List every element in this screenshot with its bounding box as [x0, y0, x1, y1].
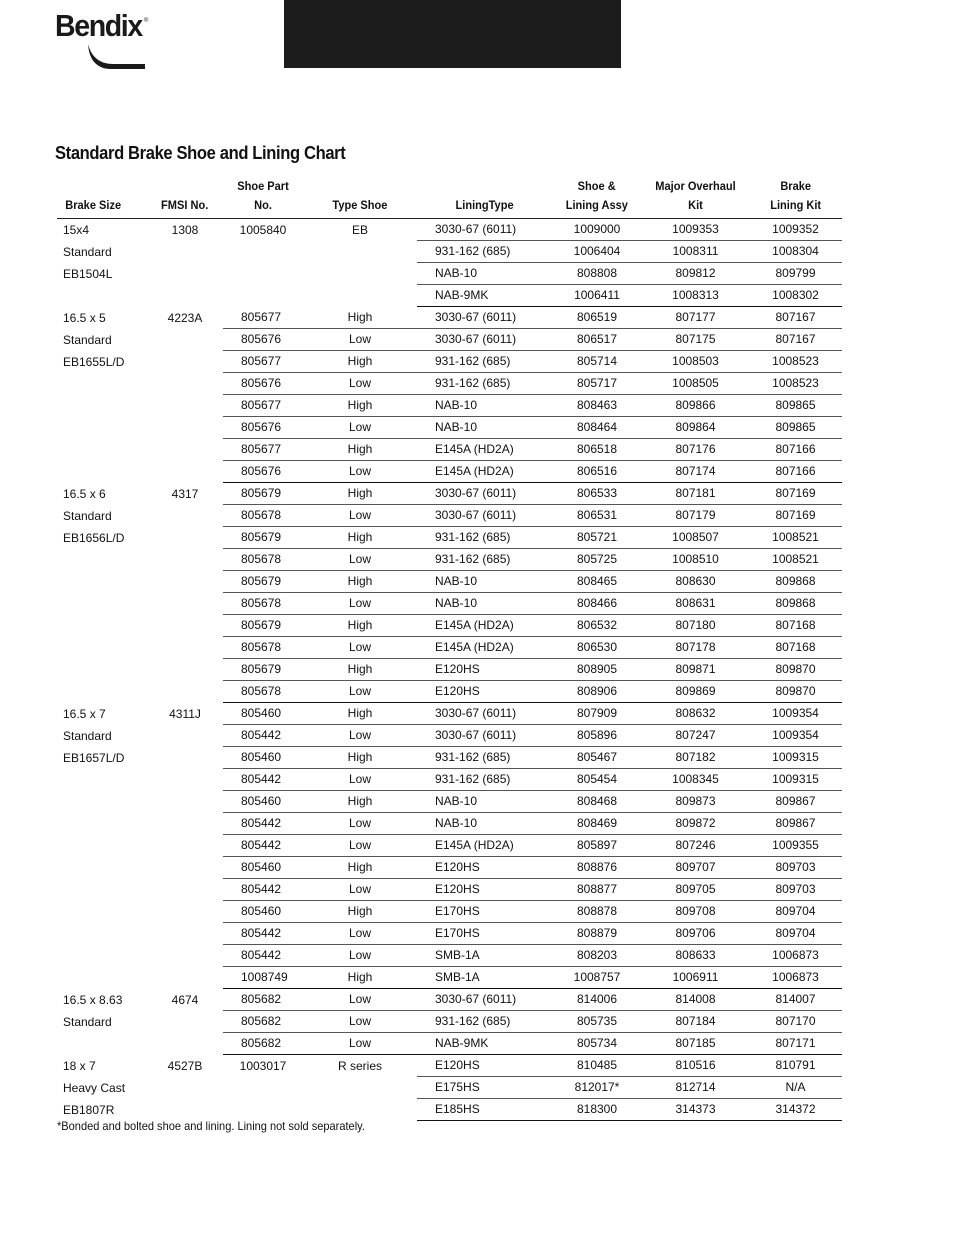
table-row [57, 483, 842, 505]
cell-lining-kit: N/A [749, 1077, 842, 1099]
header-bar [284, 0, 621, 68]
cell-type-shoe: Low [303, 329, 417, 351]
cell-lining-kit: 1009354 [749, 725, 842, 747]
cell-shoe-part: 805679 [223, 571, 303, 593]
cell-overhaul-kit: 1008503 [642, 351, 749, 373]
cell-lining-kit: 809704 [749, 901, 842, 923]
cell-type-shoe: High [303, 483, 417, 505]
cell-lining-type: E120HS [417, 879, 552, 901]
brake-size-line: 16.5 x 5 [63, 310, 106, 325]
cell-lining-type: E145A (HD2A) [417, 637, 552, 659]
cell-type-shoe: EB [351, 223, 368, 237]
swoosh-icon [85, 42, 149, 72]
cell-lining-kit: 1008523 [749, 373, 842, 395]
brake-size-line: 18 x 7 [63, 1058, 96, 1073]
cell-shoe-part: 805677 [223, 307, 303, 329]
cell-type-shoe: High [303, 439, 417, 461]
cell-type-shoe: High [303, 527, 417, 549]
cell-lining-kit: 807166 [749, 461, 842, 483]
cell-lining-kit: 807167 [749, 307, 842, 329]
cell-brake-size [57, 483, 147, 703]
brake-size-line: Standard [63, 245, 112, 259]
cell-type-shoe: High [303, 967, 417, 989]
cell-type-shoe: Low [303, 945, 417, 967]
cell-shoe-part: 805678 [223, 549, 303, 571]
cell-brake-size [57, 1055, 147, 1121]
cell-shoe-part: 805442 [223, 813, 303, 835]
cell-lining-kit: 809867 [749, 813, 842, 835]
cell-shoe-lining-assy: 808879 [552, 923, 642, 945]
cell-type-shoe: Low [303, 637, 417, 659]
cell-shoe-part: 805442 [223, 945, 303, 967]
cell-shoe-lining-assy: 806517 [552, 329, 642, 351]
cell-overhaul-kit: 1008345 [642, 769, 749, 791]
cell-lining-kit: 314372 [749, 1099, 842, 1121]
cell-lining-kit: 809870 [749, 659, 842, 681]
cell-fmsi: 4223A [167, 310, 203, 325]
cell-lining-type: NAB-9MK [417, 1033, 552, 1055]
cell-lining-kit: 807168 [749, 615, 842, 637]
brake-size-line: Standard [63, 332, 112, 347]
cell-type-shoe: High [303, 857, 417, 879]
bendix-logo [55, 8, 155, 72]
cell-shoe-lining-assy: 1008757 [552, 967, 642, 989]
cell-shoe-lining-assy: 808468 [552, 791, 642, 813]
cell-lining-type: NAB-10 [417, 417, 552, 439]
cell-lining-kit: 809870 [749, 681, 842, 703]
cell-type-shoe: High [303, 703, 417, 725]
cell-type-shoe: Low [303, 1033, 417, 1055]
col-header-shoe-lining-assy: Shoe & Lining Assy [552, 177, 642, 219]
cell-lining-kit: 809867 [749, 791, 842, 813]
cell-lining-type: NAB-10 [417, 813, 552, 835]
cell-type-shoe: High [303, 615, 417, 637]
brake-size-line: Standard [63, 508, 112, 523]
cell-shoe-lining-assy: 808464 [552, 417, 642, 439]
cell-shoe-lining-assy: 806531 [552, 505, 642, 527]
cell-lining-kit: 807167 [749, 329, 842, 351]
cell-lining-kit: 809704 [749, 923, 842, 945]
cell-shoe-part: 805676 [223, 461, 303, 483]
cell-lining-type: SMB-1A [417, 945, 552, 967]
cell-shoe-lining-assy: 808905 [552, 659, 642, 681]
table-body [57, 219, 842, 1121]
registered-mark: ® [144, 18, 149, 24]
cell-overhaul-kit: 807180 [642, 615, 749, 637]
cell-lining-type: 931-162 (685) [417, 769, 552, 791]
cell-lining-kit: 1006873 [749, 945, 842, 967]
cell-lining-kit: 1009315 [749, 747, 842, 769]
col-header-type-shoe: Type Shoe [303, 177, 417, 219]
cell-overhaul-kit: 809872 [642, 813, 749, 835]
cell-lining-type: 3030-67 (6011) [417, 505, 552, 527]
cell-type-shoe: Low [303, 681, 417, 703]
brake-size-line: 16.5 x 7 [63, 706, 106, 721]
cell-shoe-lining-assy: 806533 [552, 483, 642, 505]
cell-shoe-lining-assy: 805454 [552, 769, 642, 791]
cell-shoe-lining-assy: 806519 [552, 307, 642, 329]
cell-overhaul-kit: 1008510 [642, 549, 749, 571]
cell-overhaul-kit: 807184 [642, 1011, 749, 1033]
cell-shoe-lining-assy: 805725 [552, 549, 642, 571]
cell-brake-size [57, 307, 147, 483]
cell-lining-type: E120HS [417, 1055, 552, 1077]
brand-name: Bendix [55, 8, 142, 43]
table-row [57, 989, 842, 1011]
cell-type-shoe: Low [303, 593, 417, 615]
table-row [57, 703, 842, 725]
cell-lining-kit: 1006873 [749, 967, 842, 989]
cell-shoe-lining-assy: 808203 [552, 945, 642, 967]
cell-shoe-part: 805676 [223, 417, 303, 439]
cell-lining-kit: 809703 [749, 857, 842, 879]
cell-lining-type: 3030-67 (6011) [417, 483, 552, 505]
cell-type-shoe: High [303, 659, 417, 681]
cell-lining-kit: 1008521 [749, 549, 842, 571]
cell-lining-type: E175HS [417, 1077, 552, 1099]
cell-lining-type: E170HS [417, 901, 552, 923]
cell-lining-type: E145A (HD2A) [417, 439, 552, 461]
cell-fmsi: 4527B [167, 1058, 203, 1073]
cell-lining-type: NAB-10 [417, 263, 552, 285]
cell-overhaul-kit: 807177 [642, 307, 749, 329]
cell-lining-type: 931-162 (685) [417, 351, 552, 373]
cell-shoe-part: 805682 [223, 1011, 303, 1033]
cell-lining-type: 931-162 (685) [417, 241, 552, 263]
cell-shoe-lining-assy: 805721 [552, 527, 642, 549]
cell-overhaul-kit: 808632 [642, 703, 749, 725]
cell-shoe-lining-assy: 805897 [552, 835, 642, 857]
cell-overhaul-kit: 808633 [642, 945, 749, 967]
cell-overhaul-kit: 1008311 [642, 241, 749, 263]
cell-lining-type: 931-162 (685) [417, 1011, 552, 1033]
cell-overhaul-kit: 1006911 [642, 967, 749, 989]
cell-shoe-lining-assy: 808878 [552, 901, 642, 923]
col-header-shoe-part: Shoe Part No. [223, 177, 303, 219]
cell-overhaul-kit: 1008507 [642, 527, 749, 549]
cell-overhaul-kit: 808631 [642, 593, 749, 615]
cell-lining-kit: 809868 [749, 571, 842, 593]
cell-shoe-lining-assy: 808466 [552, 593, 642, 615]
brake-size-line: 16.5 x 8.63 [63, 992, 123, 1007]
cell-shoe-part: 805442 [223, 725, 303, 747]
cell-lining-type: 931-162 (685) [417, 747, 552, 769]
cell-shoe-lining-assy: 1006404 [552, 241, 642, 263]
cell-lining-type: NAB-10 [417, 571, 552, 593]
cell-overhaul-kit: 809873 [642, 791, 749, 813]
brake-size-line: 15x4 [63, 223, 90, 237]
cell-shoe-part: 805678 [223, 637, 303, 659]
cell-lining-type: NAB-10 [417, 395, 552, 417]
cell-shoe-part: 805460 [223, 703, 303, 725]
cell-overhaul-kit: 809866 [642, 395, 749, 417]
page-title: Standard Brake Shoe and Lining Chart [55, 143, 346, 163]
cell-brake-size [57, 989, 147, 1055]
cell-shoe-lining-assy: 808808 [552, 263, 642, 285]
cell-shoe-part: 805460 [223, 857, 303, 879]
cell-shoe-part: 805442 [223, 835, 303, 857]
cell-shoe-part: 805676 [223, 373, 303, 395]
cell-type-shoe: Low [303, 813, 417, 835]
cell-overhaul-kit: 809706 [642, 923, 749, 945]
cell-overhaul-kit: 807247 [642, 725, 749, 747]
cell-shoe-part: 805682 [223, 989, 303, 1011]
cell-overhaul-kit: 807179 [642, 505, 749, 527]
cell-shoe-lining-assy: 805734 [552, 1033, 642, 1055]
cell-shoe-lining-assy: 1006411 [552, 285, 642, 307]
cell-overhaul-kit: 809707 [642, 857, 749, 879]
cell-shoe-lining-assy: 806530 [552, 637, 642, 659]
brake-size-line: EB1655L/D [63, 354, 125, 369]
cell-type-shoe: Low [303, 879, 417, 901]
cell-shoe-part: 805679 [223, 659, 303, 681]
cell-overhaul-kit: 809864 [642, 417, 749, 439]
cell-shoe-lining-assy: 805714 [552, 351, 642, 373]
cell-lining-kit: 810791 [749, 1055, 842, 1077]
cell-shoe-part: 1008749 [223, 967, 303, 989]
cell-shoe-lining-assy: 818300 [552, 1099, 642, 1121]
cell-shoe-lining-assy: 812017* [552, 1077, 642, 1099]
cell-shoe-part: 805682 [223, 1033, 303, 1055]
cell-lining-kit: 1008304 [749, 241, 842, 263]
cell-lining-type: 931-162 (685) [417, 549, 552, 571]
brake-size-line: EB1656L/D [63, 530, 125, 545]
cell-lining-kit: 1009355 [749, 835, 842, 857]
cell-overhaul-kit: 1008313 [642, 285, 749, 307]
cell-overhaul-kit: 814008 [642, 989, 749, 1011]
cell-type-shoe: High [303, 747, 417, 769]
brake-size-line: 16.5 x 6 [63, 486, 106, 501]
cell-shoe-lining-assy: 808463 [552, 395, 642, 417]
cell-overhaul-kit: 810516 [642, 1055, 749, 1077]
cell-lining-type: E120HS [417, 659, 552, 681]
cell-lining-kit: 1009354 [749, 703, 842, 725]
brake-size-line: Heavy Cast [63, 1080, 126, 1095]
brake-chart-table [57, 177, 842, 1121]
cell-overhaul-kit: 314373 [642, 1099, 749, 1121]
cell-lining-kit: 809865 [749, 395, 842, 417]
cell-overhaul-kit: 807178 [642, 637, 749, 659]
cell-lining-kit: 807169 [749, 483, 842, 505]
cell-overhaul-kit: 807182 [642, 747, 749, 769]
cell-overhaul-kit: 807176 [642, 439, 749, 461]
cell-shoe-lining-assy: 805717 [552, 373, 642, 395]
cell-type-shoe: Low [303, 505, 417, 527]
cell-fmsi: 4311J [169, 706, 201, 721]
cell-shoe-lining-assy: 808469 [552, 813, 642, 835]
cell-type-shoe: R series [337, 1059, 382, 1073]
cell-fmsi: 1308 [171, 223, 199, 237]
brake-size-line: Standard [63, 728, 112, 743]
table-header-row [57, 177, 842, 219]
table-row [57, 1055, 842, 1077]
cell-lining-type: 3030-67 (6011) [417, 329, 552, 351]
cell-lining-kit: 1008302 [749, 285, 842, 307]
cell-lining-type: NAB-10 [417, 593, 552, 615]
cell-shoe-lining-assy: 806516 [552, 461, 642, 483]
cell-lining-type: E145A (HD2A) [417, 835, 552, 857]
cell-fmsi: 4317 [171, 486, 199, 501]
cell-fmsi: 4674 [171, 992, 199, 1007]
cell-shoe-lining-assy: 805896 [552, 725, 642, 747]
col-header-lining-type: LiningType [417, 177, 552, 219]
cell-lining-kit: 807169 [749, 505, 842, 527]
col-header-brake-size: Brake Size [57, 177, 147, 219]
cell-lining-type: 3030-67 (6011) [417, 219, 552, 241]
col-header-lining-kit: Brake Lining Kit [749, 177, 842, 219]
cell-type-shoe: Low [303, 989, 417, 1011]
cell-overhaul-kit: 807246 [642, 835, 749, 857]
cell-overhaul-kit: 807181 [642, 483, 749, 505]
cell-shoe-lining-assy: 806518 [552, 439, 642, 461]
cell-shoe-part: 805460 [223, 791, 303, 813]
cell-type-shoe: High [303, 307, 417, 329]
cell-lining-kit: 809703 [749, 879, 842, 901]
cell-lining-type: NAB-9MK [417, 285, 552, 307]
brake-size-line: EB1504L [63, 267, 113, 281]
cell-lining-kit: 1008523 [749, 351, 842, 373]
brake-size-line: EB1807R [63, 1102, 115, 1117]
cell-lining-type: SMB-1A [417, 967, 552, 989]
cell-lining-type: NAB-10 [417, 791, 552, 813]
cell-overhaul-kit: 809812 [642, 263, 749, 285]
cell-type-shoe: High [303, 351, 417, 373]
cell-shoe-lining-assy: 806532 [552, 615, 642, 637]
cell-lining-kit: 814007 [749, 989, 842, 1011]
cell-shoe-part: 805442 [223, 769, 303, 791]
cell-shoe-part: 805679 [223, 483, 303, 505]
cell-lining-type: 3030-67 (6011) [417, 703, 552, 725]
cell-shoe-lining-assy: 1009000 [552, 219, 642, 241]
footnote: *Bonded and bolted shoe and lining. Lining not sold separately. [57, 1119, 365, 1133]
cell-shoe-part: 805678 [223, 593, 303, 615]
cell-lining-type: 3030-67 (6011) [417, 307, 552, 329]
cell-overhaul-kit: 1009353 [642, 219, 749, 241]
cell-type-shoe: Low [303, 417, 417, 439]
cell-overhaul-kit: 809708 [642, 901, 749, 923]
cell-lining-type: E185HS [417, 1099, 552, 1121]
cell-overhaul-kit: 807185 [642, 1033, 749, 1055]
cell-brake-size [57, 219, 147, 307]
cell-lining-kit: 807166 [749, 439, 842, 461]
cell-lining-kit: 807171 [749, 1033, 842, 1055]
cell-lining-type: 3030-67 (6011) [417, 725, 552, 747]
cell-lining-type: E145A (HD2A) [417, 615, 552, 637]
cell-brake-size [57, 703, 147, 989]
cell-shoe-lining-assy: 805735 [552, 1011, 642, 1033]
cell-type-shoe: Low [303, 373, 417, 395]
cell-lining-kit: 807168 [749, 637, 842, 659]
cell-overhaul-kit: 812714 [642, 1077, 749, 1099]
cell-lining-kit: 809799 [749, 263, 842, 285]
brake-size-line: Standard [63, 1014, 112, 1029]
cell-shoe-part: 805679 [223, 615, 303, 637]
cell-overhaul-kit: 807174 [642, 461, 749, 483]
cell-shoe-part: 805460 [223, 747, 303, 769]
cell-shoe-part: 1003017 [239, 1059, 287, 1073]
cell-shoe-lining-assy: 808906 [552, 681, 642, 703]
cell-shoe-lining-assy: 808877 [552, 879, 642, 901]
cell-shoe-part: 805677 [223, 395, 303, 417]
cell-type-shoe: High [303, 571, 417, 593]
cell-lining-type: E120HS [417, 857, 552, 879]
cell-lining-type: 931-162 (685) [417, 527, 552, 549]
cell-overhaul-kit: 809869 [642, 681, 749, 703]
cell-type-shoe: Low [303, 549, 417, 571]
cell-lining-type: 3030-67 (6011) [417, 989, 552, 1011]
col-header-overhaul-kit: Major Overhaul Kit [642, 177, 749, 219]
cell-shoe-lining-assy: 805467 [552, 747, 642, 769]
brake-size-line: EB1657L/D [63, 750, 125, 765]
cell-overhaul-kit: 807175 [642, 329, 749, 351]
cell-shoe-part: 805677 [223, 439, 303, 461]
col-header-fmsi: FMSI No. [147, 177, 223, 219]
cell-type-shoe: High [303, 395, 417, 417]
cell-shoe-part: 805678 [223, 505, 303, 527]
cell-shoe-part: 805677 [223, 351, 303, 373]
cell-type-shoe: Low [303, 725, 417, 747]
cell-shoe-part: 1005840 [239, 223, 287, 237]
cell-shoe-part: 805442 [223, 879, 303, 901]
cell-shoe-part: 805676 [223, 329, 303, 351]
cell-type-shoe: Low [303, 923, 417, 945]
cell-type-shoe: Low [303, 1011, 417, 1033]
cell-type-shoe: Low [303, 769, 417, 791]
cell-lining-kit: 809868 [749, 593, 842, 615]
cell-lining-kit: 809865 [749, 417, 842, 439]
cell-lining-kit: 807170 [749, 1011, 842, 1033]
cell-lining-type: E170HS [417, 923, 552, 945]
cell-lining-kit: 1009352 [749, 219, 842, 241]
cell-shoe-lining-assy: 814006 [552, 989, 642, 1011]
cell-shoe-part: 805678 [223, 681, 303, 703]
cell-type-shoe: Low [303, 835, 417, 857]
cell-overhaul-kit: 808630 [642, 571, 749, 593]
cell-shoe-lining-assy: 808465 [552, 571, 642, 593]
cell-shoe-part: 805442 [223, 923, 303, 945]
cell-lining-type: E145A (HD2A) [417, 461, 552, 483]
cell-shoe-lining-assy: 808876 [552, 857, 642, 879]
cell-lining-type: 931-162 (685) [417, 373, 552, 395]
cell-overhaul-kit: 809705 [642, 879, 749, 901]
cell-shoe-part: 805460 [223, 901, 303, 923]
cell-overhaul-kit: 809871 [642, 659, 749, 681]
cell-lining-kit: 1009315 [749, 769, 842, 791]
cell-lining-type: E120HS [417, 681, 552, 703]
table-row [57, 307, 842, 329]
cell-overhaul-kit: 1008505 [642, 373, 749, 395]
cell-type-shoe: High [303, 791, 417, 813]
cell-shoe-lining-assy: 810485 [552, 1055, 642, 1077]
table-row [57, 219, 842, 241]
cell-type-shoe: High [303, 901, 417, 923]
cell-lining-kit: 1008521 [749, 527, 842, 549]
cell-shoe-lining-assy: 807909 [552, 703, 642, 725]
cell-shoe-part: 805679 [223, 527, 303, 549]
cell-type-shoe: Low [303, 461, 417, 483]
